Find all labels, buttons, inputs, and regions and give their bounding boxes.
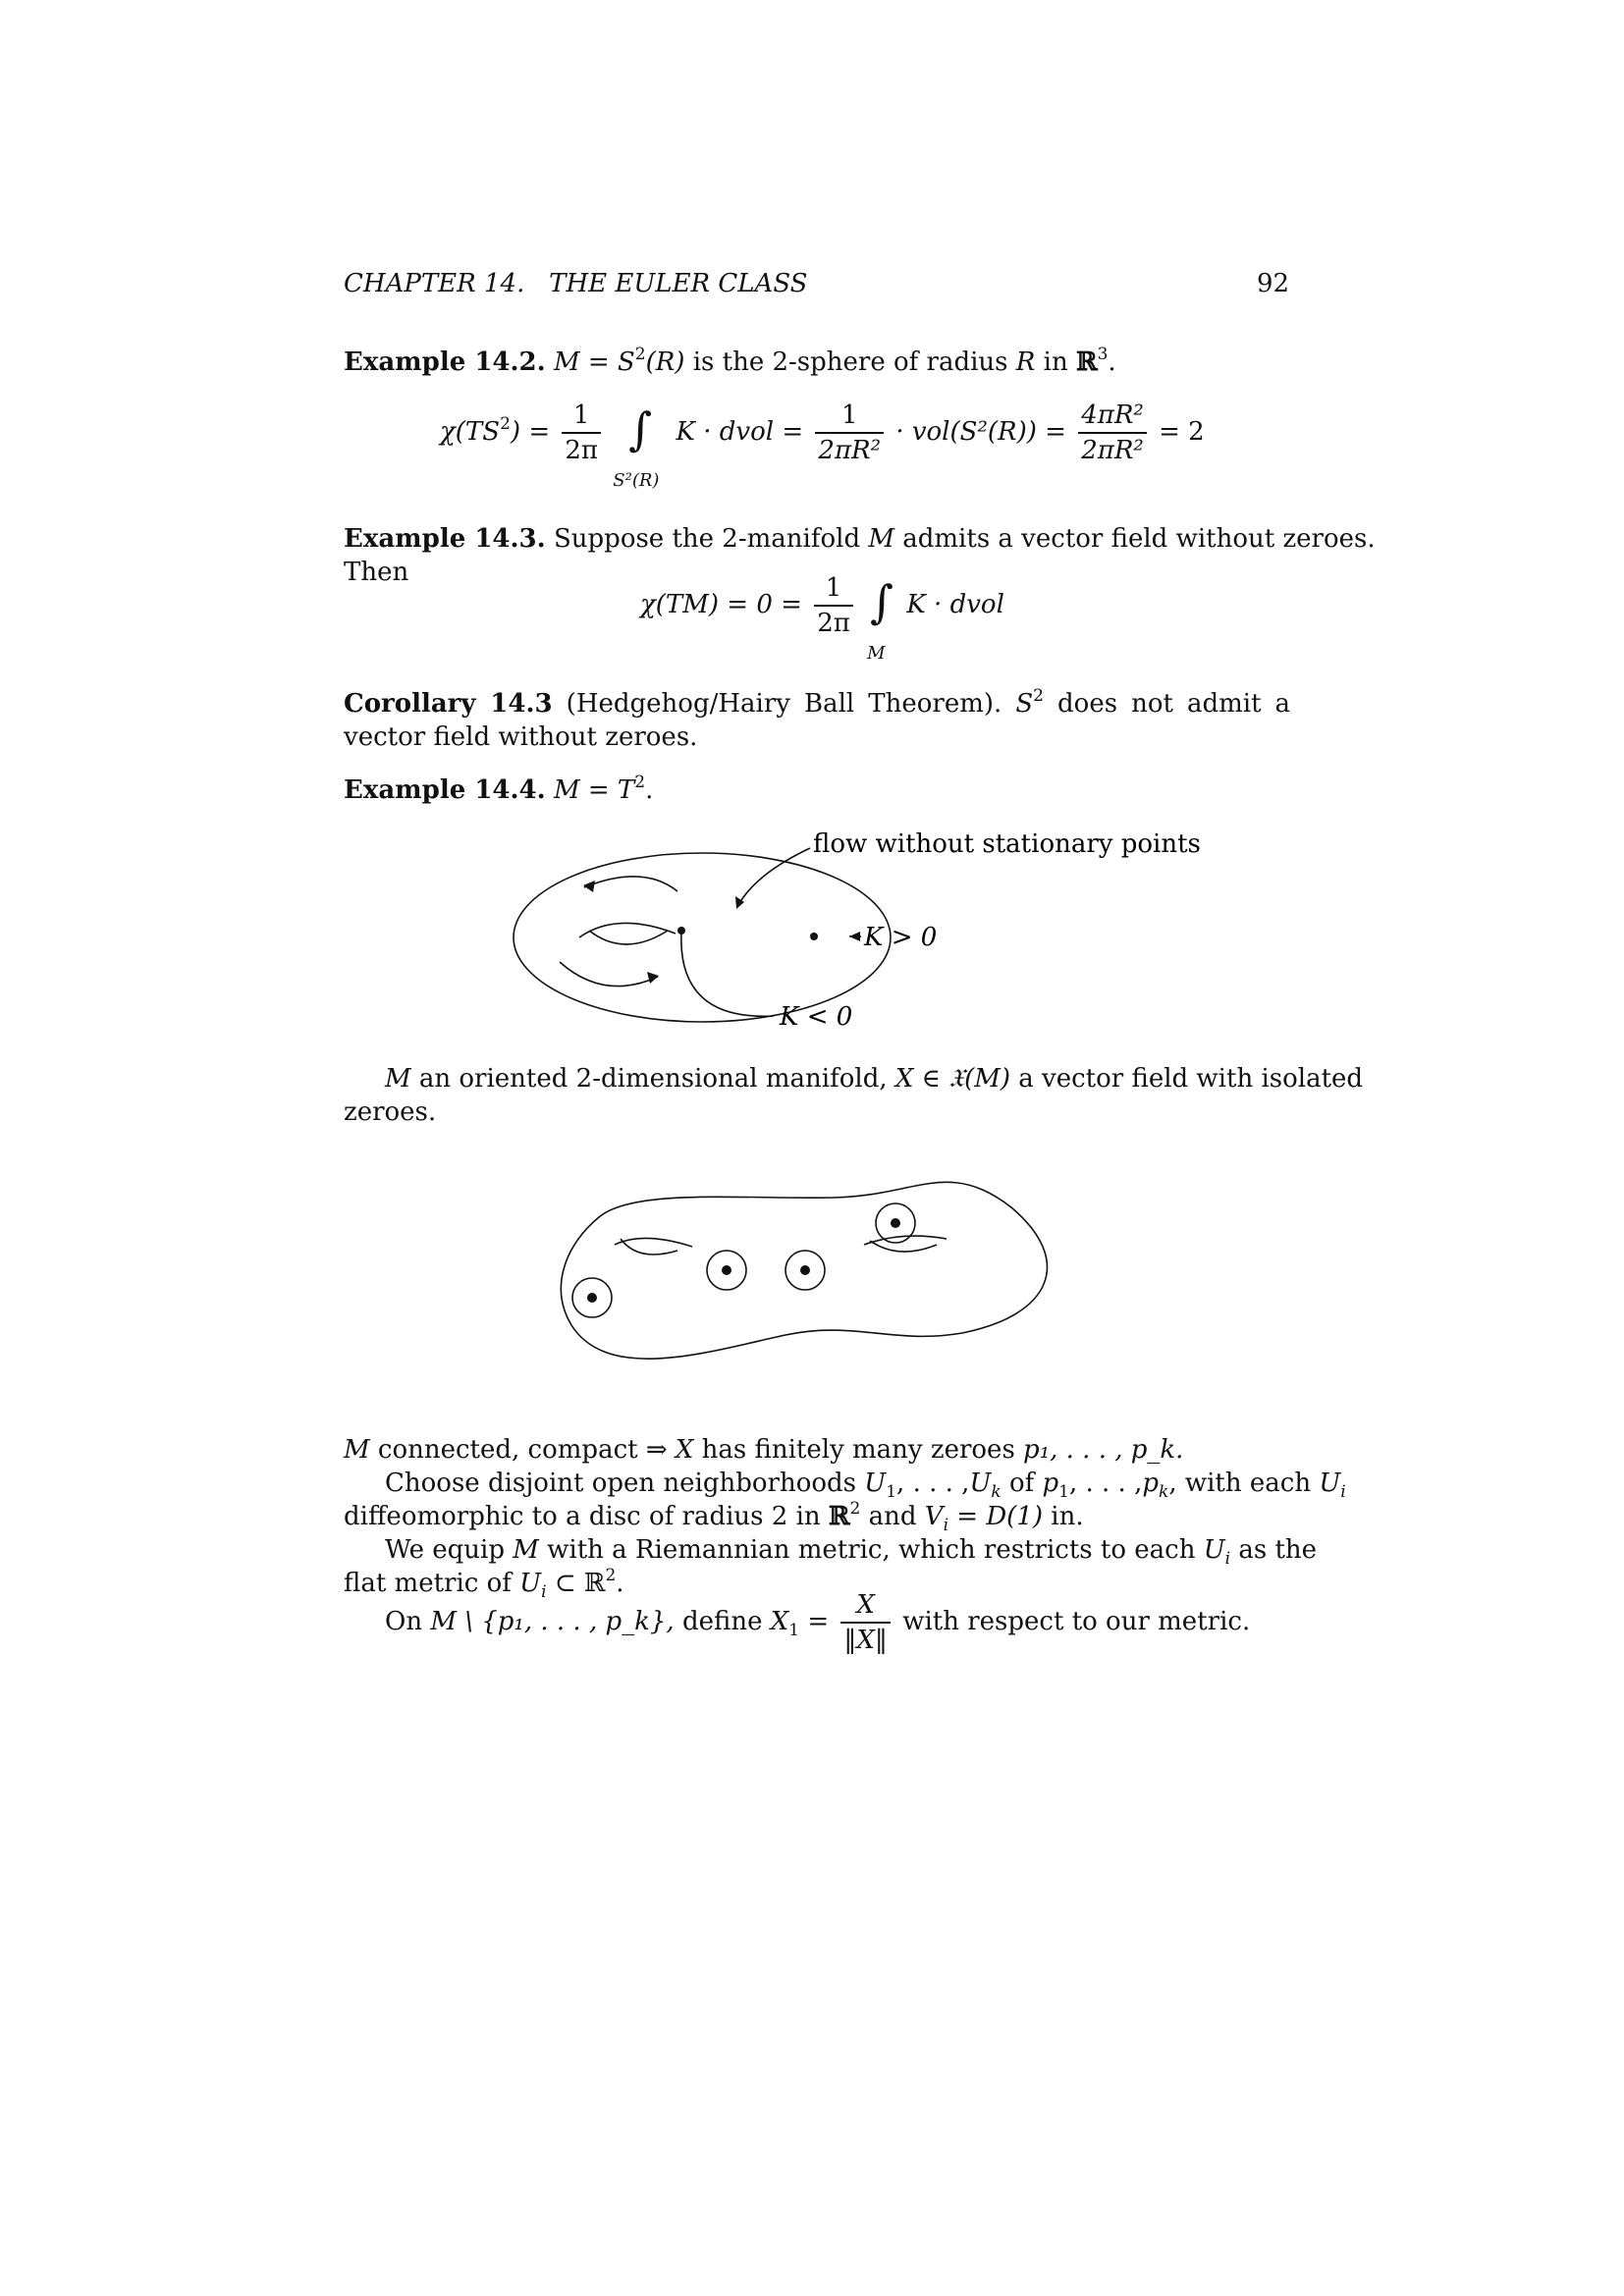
fraction-one-over-two-pi-r2: $\frac{1}{\text{2πR²}}$ (815, 400, 884, 465)
example-14-3-then: Then (344, 558, 409, 587)
example-14-4-heading: Example 14.4. $M = T^2$. (344, 773, 654, 805)
para-define: On M \ {p₁, . . . , p_k}, define $X_1$ = $\frac{X}{‖X‖}$ with respect to our metric. (385, 1590, 1251, 1655)
torus-figure (432, 815, 1218, 1050)
zero-point-dot (587, 1293, 597, 1303)
k-positive-label: K > 0 (864, 923, 938, 952)
fraction-one-over-two-pi: $\frac{1}{2\pi}$ (814, 573, 853, 638)
example-14-3-line1: Example 14.3. Suppose the 2-manifold M admits a vector field without zeroes. (344, 524, 1376, 554)
k-negative-label: K < 0 (780, 1002, 853, 1032)
integral-sign: ∫ S²(R) (613, 402, 660, 491)
para-oriented-line1: M an oriented 2-dimensional manifold, X ∈ 𝔛(M) a vector field with isolated (385, 1064, 1364, 1094)
euler-vector-field-formula: χ(TM) = 0 = $\frac{1}{2\pi}$ ∫ M K · dvol (640, 573, 1004, 664)
k-negative-leader (681, 933, 774, 1016)
flow-label: flow without stationary points (813, 829, 1201, 859)
outer-point-dot (810, 933, 818, 940)
integral-sign: ∫ M (867, 575, 894, 664)
running-header-chapter (344, 267, 808, 300)
para-choose-line1: Choose disjoint open neighborhoods $U_1$, . . . $,U_k$ of $p_1$, . . . $,p_k$, with each $U_i$ (385, 1468, 1346, 1502)
corollary-label: Corollary 14.3 (344, 689, 553, 719)
arrowhead-top (583, 881, 595, 892)
fraction-area-ratio: $\frac{\text{4πR²}}{\text{2πR²}}$ (1078, 400, 1147, 465)
example-label: Example 14.4. (344, 775, 546, 805)
fraction-one-over-two-pi: $\frac{1}{2\pi}$ (562, 400, 601, 465)
corollary-14-3: Corollary 14.3 (Hedgehog/Hairy Ball Theorem). $S^2$ does not admit a vector field without zeroes. (344, 686, 1291, 752)
example-label: Example 14.2. (344, 347, 546, 377)
zero-point-dot (722, 1265, 731, 1275)
torus-hole-lower (589, 931, 668, 944)
hole-right-lower (870, 1241, 937, 1252)
flow-label-leader (738, 848, 810, 905)
para-oriented-line2: zeroes. (344, 1097, 437, 1127)
genus-two-surface-figure (540, 1168, 1051, 1394)
integral-domain: S²(R) (613, 470, 660, 491)
example-14-2-heading: Example 14.2. $M = S^2(R)$ is the 2-sphere of radius R in ℝ$^3$. (344, 345, 1116, 377)
chapter-label: CHAPTER 14. (344, 269, 525, 298)
zero-point-dot (891, 1218, 900, 1228)
fraction-unit-vector: $\frac{X}{‖X‖}$ (840, 1590, 891, 1655)
flow-arrow-top (584, 877, 677, 891)
para-choose-line2: diffeomorphic to a disc of radius 2 in ℝ$^2$ and $V_i = D(1)$ in. (344, 1499, 1084, 1535)
para-connected: M connected, compact ⇒ X has finitely many zeroes p₁, . . . , p_k. (344, 1435, 1184, 1465)
integral-domain: M (867, 643, 886, 664)
para-equip-line2: flat metric of $U_i$ ⊂ ℝ$^2$. (344, 1566, 624, 1602)
arrowhead-k-positive (849, 932, 860, 941)
saddle-point-dot (677, 927, 685, 934)
zero-point-dot (800, 1265, 810, 1275)
chapter-title: THE EULER CLASS (549, 269, 808, 298)
euler-sphere-formula: $\chi(TS^2)$ = $\frac{1}{2\pi}$ ∫ S²(R) K · dvol = $\frac{1}{\text{2πR²}}$ · vol(S²(R)) = $\frac{\text{4πR²}}{\text{2πR²}}$ = 2 (440, 400, 1205, 491)
flow-arrow-bottom (560, 962, 658, 987)
para-equip-line1: We equip M with a Riemannian metric, which restricts to each $U_i$ as the (385, 1535, 1318, 1569)
page-number: 92 (1257, 269, 1290, 298)
example-label: Example 14.3. (344, 524, 546, 554)
